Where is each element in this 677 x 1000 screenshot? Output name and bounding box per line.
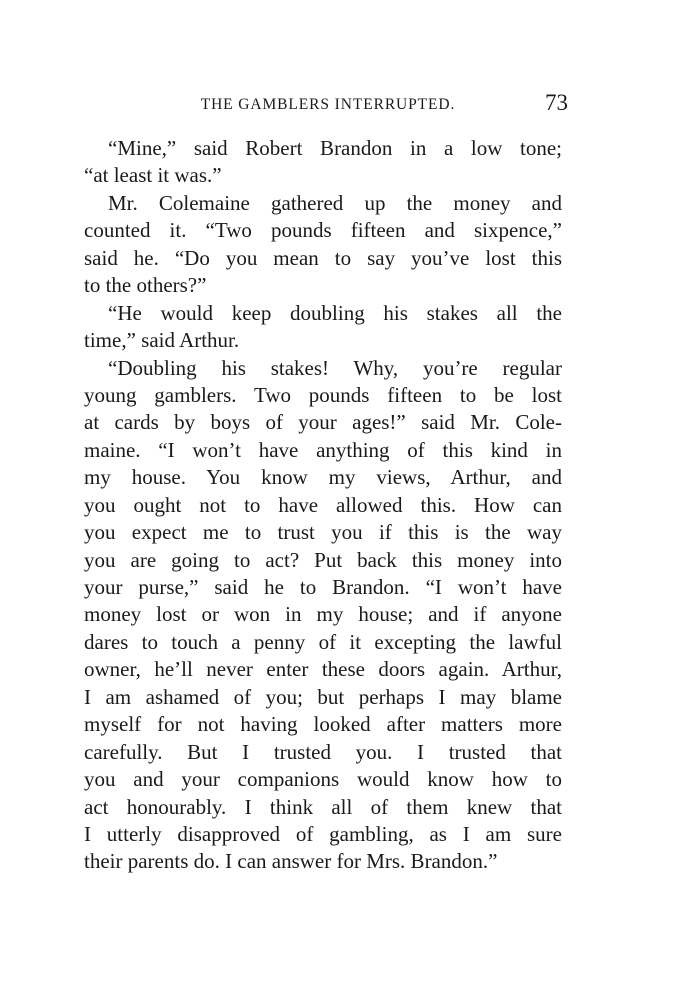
text-line: Mr. Colemaine gathered up the money and — [108, 190, 562, 215]
text-line: maine. “I won’t have anything of this kind in — [84, 437, 562, 462]
text-line: you expect me to trust you if this is the way — [84, 520, 562, 545]
text-line: myself for not having looked after matters more — [84, 712, 562, 737]
text-line: carefully. But I trusted you. I trusted that — [84, 739, 562, 764]
running-title: THE GAMBLERS INTERRUPTED. — [200, 96, 456, 113]
text-line: act honourably. I think all of them knew that — [84, 794, 562, 819]
text-line: their parents do. I can answer for Mrs. Brandon.” — [84, 849, 498, 874]
text-line: dares to touch a penny of it excepting the lawful — [84, 629, 562, 654]
text-line: money lost or won in my house; and if anyone — [84, 602, 562, 627]
text-line: you are going to act? Put back this money into — [84, 547, 562, 572]
text-line: counted it. “Two pounds fifteen and sixpence,” — [84, 218, 562, 243]
body-text — [84, 135, 562, 876]
text-line: I utterly disapproved of gambling, as I am sure — [84, 821, 562, 846]
text-line: you and your companions would know how to — [84, 767, 562, 792]
page-number: 73 — [545, 90, 568, 115]
text-line: at cards by boys of your ages!” said Mr. Cole- — [84, 410, 562, 435]
text-line: “Doubling his stakes! Why, you’re regular — [108, 355, 562, 380]
text-line: your purse,” said he to Brandon. “I won’t have — [84, 575, 562, 599]
text-line: my house. You know my views, Arthur, and — [84, 465, 562, 490]
text-line: to the others?” — [84, 273, 207, 298]
text-line: owner, he’ll never enter these doors again. Arthur, — [84, 657, 562, 682]
text-line: “He would keep doubling his stakes all the — [108, 300, 562, 325]
text-line: said he. “Do you mean to say you’ve lost this — [84, 245, 562, 270]
text-line: “Mine,” said Robert Brandon in a low tone; — [108, 136, 562, 160]
text-line: young gamblers. Two pounds fifteen to be lost — [84, 382, 562, 407]
text-line: I am ashamed of you; but perhaps I may blame — [84, 684, 562, 709]
text-line: you ought not to have allowed this. How can — [84, 492, 562, 517]
running-head — [80, 92, 576, 120]
text-line: “at least it was.” — [84, 163, 222, 188]
text-line: time,” said Arthur. — [84, 328, 240, 353]
